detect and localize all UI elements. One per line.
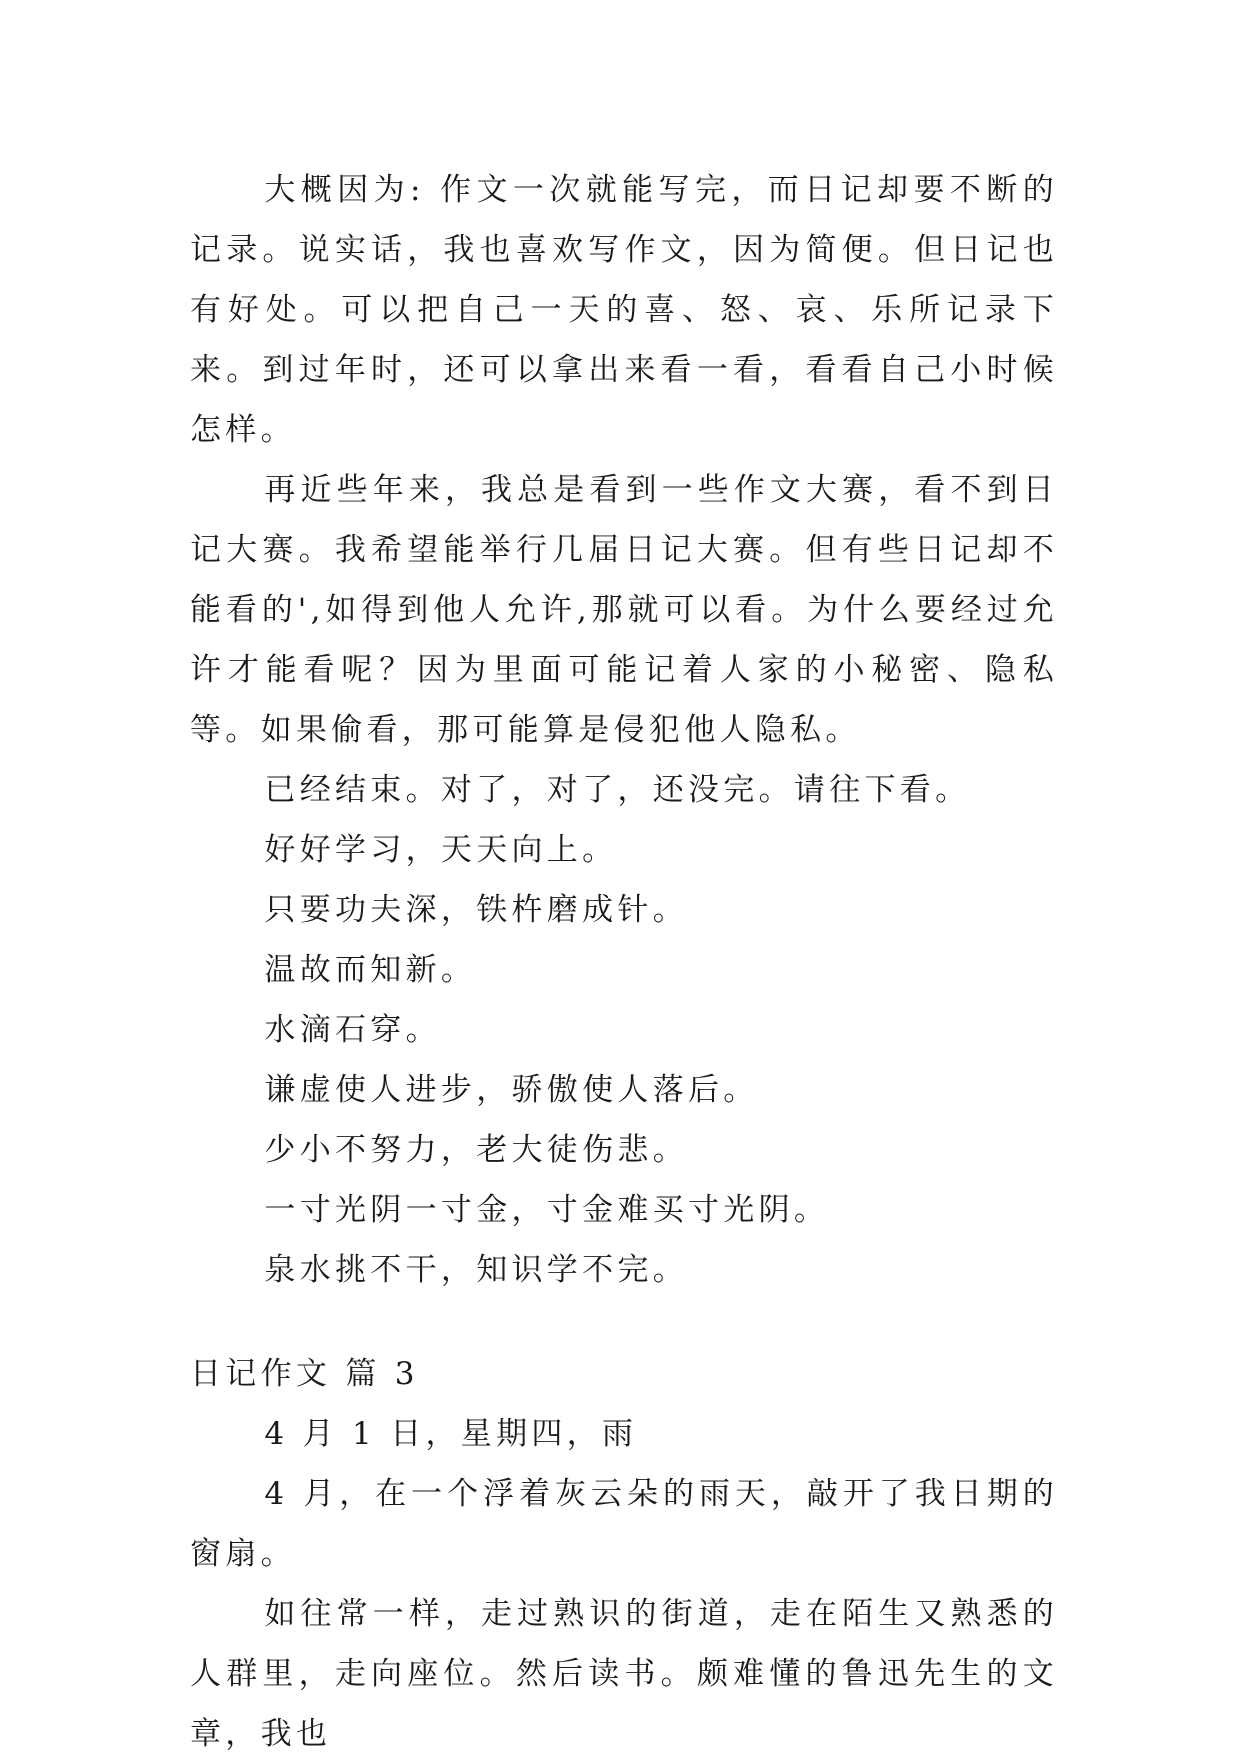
paragraph: 大概因为: 作文一次就能写完，而日记却要不断的记录。说实话，我也喜欢写作文，因为简便。但日记也有好处。可以把自己一天的喜、怒、哀、乐所记录下来。到过年时，还可以拿出来看一看，看看自己小时候怎样。 [190, 172, 1058, 448]
proverb-line: 一寸光阴一寸金，寸金难买寸光阴。 [264, 1192, 830, 1228]
document-page [190, 160, 1058, 1764]
proverb-line: 少小不努力，老大徒伤悲。 [264, 1132, 688, 1168]
diary-date-line: 4 月 1 日，星期四，雨 [264, 1416, 638, 1452]
proverb-line: 温故而知新。 [264, 952, 477, 988]
paragraph: 4 月，在一个浮着灰云朵的雨天，敲开了我日期的窗扇。 [190, 1476, 1058, 1572]
paragraph: 如往常一样，走过熟识的街道，走在陌生又熟悉的人群里，走向座位。然后读书。颇难懂的鲁迅先生的文章，我也 [190, 1596, 1058, 1752]
paragraph: 再近些年来，我总是看到一些作文大赛，看不到日记大赛。我希望能举行几届日记大赛。但有些日记却不能看的',如得到他人允许,那就可以看。为什么要经过允许才能看呢？因为里面可能记着人家的小秘密、隐私等。如果偷看，那可能算是侵犯他人隐私。 [190, 472, 1058, 748]
proverb-line: 水滴石穿。 [264, 1012, 441, 1048]
paragraph: 已经结束。对了，对了，还没完。请往下看。 [264, 772, 971, 808]
section-title: 日记作文 篇 3 [190, 1356, 419, 1392]
proverb-line: 谦虚使人进步，骄傲使人落后。 [264, 1072, 759, 1108]
proverb-line: 好好学习，天天向上。 [264, 832, 618, 868]
proverb-line: 只要功夫深，铁杵磨成针。 [264, 892, 688, 928]
proverb-line: 泉水挑不干，知识学不完。 [264, 1252, 688, 1288]
